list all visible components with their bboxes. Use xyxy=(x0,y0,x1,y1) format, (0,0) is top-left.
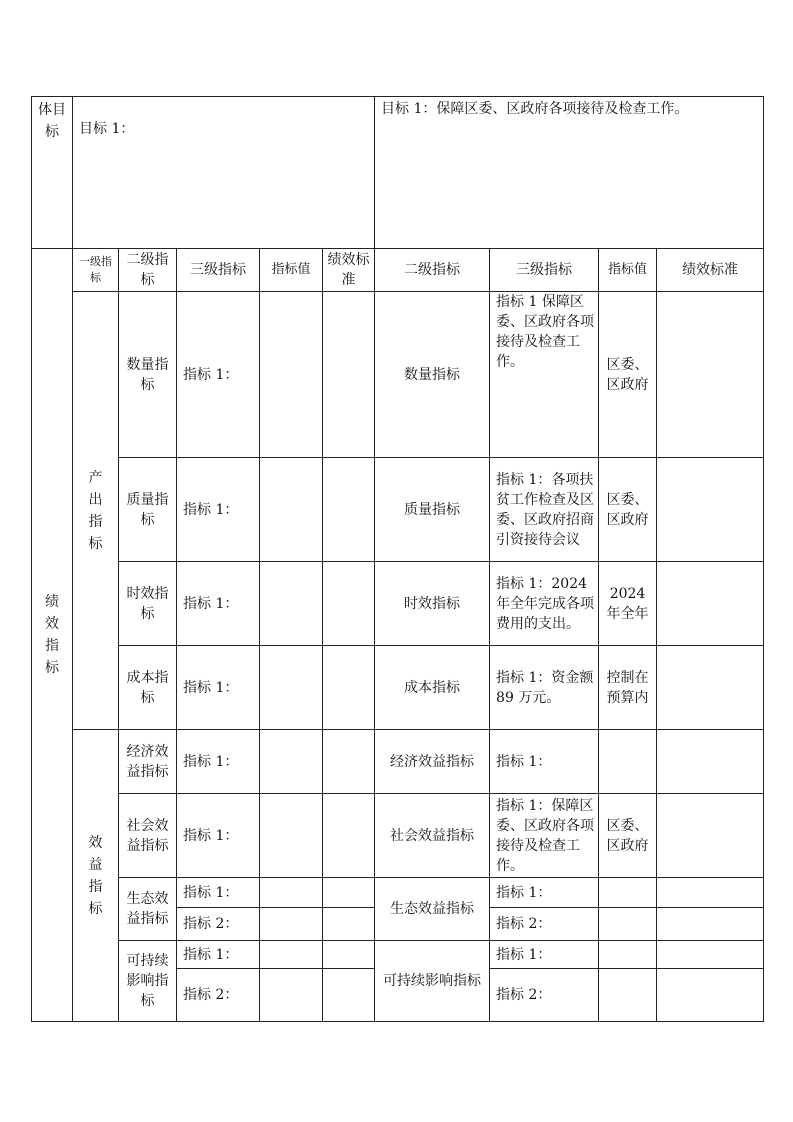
sustainable-value-b xyxy=(260,969,323,1022)
sustainable-standard-b xyxy=(323,969,375,1022)
col-standard-header: 绩效标准 xyxy=(323,249,375,292)
r-quality-l2: 质量指标 xyxy=(375,458,490,562)
group-benefit: 效益指标 xyxy=(73,730,119,1022)
ecological-l3-a: 指标 1： xyxy=(177,878,260,908)
r-col-value-header: 指标值 xyxy=(599,249,657,292)
r-timeliness-value: 2024 年全年 xyxy=(599,562,657,646)
r-sustainable-l2: 可持续影响指标 xyxy=(375,941,490,1022)
r-ecological-value-a xyxy=(599,878,657,908)
ecological-l3-b: 指标 2： xyxy=(177,908,260,941)
r-social-value: 区委、区政府 xyxy=(599,794,657,878)
sustainable-value-a xyxy=(260,941,323,969)
quality-l2: 质量指标 xyxy=(119,458,177,562)
economic-l3: 指标 1： xyxy=(177,730,260,794)
ecological-standard-a xyxy=(323,878,375,908)
col-value-header: 指标值 xyxy=(260,249,323,292)
r-ecological-l2: 生态效益指标 xyxy=(375,878,490,941)
social-l3: 指标 1： xyxy=(177,794,260,878)
r-sustainable-standard-a xyxy=(657,941,764,969)
r-sustainable-value-b xyxy=(599,969,657,1022)
r-social-l3: 指标 1：保障区委、区政府各项接待及检查工作。 xyxy=(490,794,599,878)
overall-goal-left: 目标 1： xyxy=(73,97,375,249)
r-sustainable-value-a xyxy=(599,941,657,969)
timeliness-l2: 时效指标 xyxy=(119,562,177,646)
cost-l2: 成本指标 xyxy=(119,646,177,730)
r-ecological-value-b xyxy=(599,908,657,941)
sustainable-l3-b: 指标 2： xyxy=(177,969,260,1022)
social-standard xyxy=(323,794,375,878)
r-social-standard xyxy=(657,794,764,878)
col-level2-header: 二级指标 xyxy=(119,249,177,292)
perf-indicators-label: 绩效指标 xyxy=(32,249,73,1022)
r-economic-standard xyxy=(657,730,764,794)
quantity-standard xyxy=(323,292,375,458)
social-l2: 社会效益指标 xyxy=(119,794,177,878)
cost-value xyxy=(260,646,323,730)
r-ecological-standard-b xyxy=(657,908,764,941)
r-sustainable-l3-b: 指标 2： xyxy=(490,969,599,1022)
quantity-l2: 数量指标 xyxy=(119,292,177,458)
r-cost-standard xyxy=(657,646,764,730)
r-quality-standard xyxy=(657,458,764,562)
quality-value xyxy=(260,458,323,562)
quantity-l3: 指标 1： xyxy=(177,292,260,458)
sustainable-l3-a: 指标 1： xyxy=(177,941,260,969)
col-level3-header: 三级指标 xyxy=(177,249,260,292)
r-col-level3-header: 三级指标 xyxy=(490,249,599,292)
economic-l2: 经济效益指标 xyxy=(119,730,177,794)
ecological-standard-b xyxy=(323,908,375,941)
r-cost-value: 控制在预算内 xyxy=(599,646,657,730)
ecological-l2: 生态效益指标 xyxy=(119,878,177,941)
ecological-value-a xyxy=(260,878,323,908)
r-quality-value: 区委、区政府 xyxy=(599,458,657,562)
col-level1-header: 一级指标 xyxy=(73,249,119,292)
timeliness-value xyxy=(260,562,323,646)
r-cost-l3: 指标 1：资金额 89 万元。 xyxy=(490,646,599,730)
r-col-level2-header: 二级指标 xyxy=(375,249,490,292)
r-cost-l2: 成本指标 xyxy=(375,646,490,730)
r-ecological-l3-b: 指标 2： xyxy=(490,908,599,941)
cost-l3: 指标 1： xyxy=(177,646,260,730)
performance-table xyxy=(31,96,764,1022)
quality-l3: 指标 1： xyxy=(177,458,260,562)
r-quantity-l3: 指标 1 保障区委、区政府各项接待及检查工作。 xyxy=(490,292,599,458)
r-sustainable-standard-b xyxy=(657,969,764,1022)
r-timeliness-l3: 指标 1：2024 年全年完成各项费用的支出。 xyxy=(490,562,599,646)
r-ecological-standard-a xyxy=(657,878,764,908)
sustainable-standard-a xyxy=(323,941,375,969)
economic-standard xyxy=(323,730,375,794)
r-quantity-value: 区委、区政府 xyxy=(599,292,657,458)
social-value xyxy=(260,794,323,878)
r-quantity-standard xyxy=(657,292,764,458)
r-economic-value xyxy=(599,730,657,794)
timeliness-standard xyxy=(323,562,375,646)
timeliness-l3: 指标 1： xyxy=(177,562,260,646)
overall-goal-label: 体目标 xyxy=(32,97,73,249)
r-timeliness-l2: 时效指标 xyxy=(375,562,490,646)
r-quality-l3: 指标 1：各项扶贫工作检查及区委、区政府招商引资接待会议 xyxy=(490,458,599,562)
group-output: 产出指标 xyxy=(73,292,119,730)
overall-goal-right: 目标 1：保障区委、区政府各项接待及检查工作。 xyxy=(375,97,764,249)
ecological-value-b xyxy=(260,908,323,941)
r-timeliness-standard xyxy=(657,562,764,646)
economic-value xyxy=(260,730,323,794)
r-economic-l2: 经济效益指标 xyxy=(375,730,490,794)
r-sustainable-l3-a: 指标 1： xyxy=(490,941,599,969)
cost-standard xyxy=(323,646,375,730)
r-ecological-l3-a: 指标 1： xyxy=(490,878,599,908)
r-col-standard-header: 绩效标准 xyxy=(657,249,764,292)
quantity-value xyxy=(260,292,323,458)
r-economic-l3: 指标 1： xyxy=(490,730,599,794)
sustainable-l2: 可持续影响指标 xyxy=(119,941,177,1022)
quality-standard xyxy=(323,458,375,562)
r-quantity-l2: 数量指标 xyxy=(375,292,490,458)
r-social-l2: 社会效益指标 xyxy=(375,794,490,878)
